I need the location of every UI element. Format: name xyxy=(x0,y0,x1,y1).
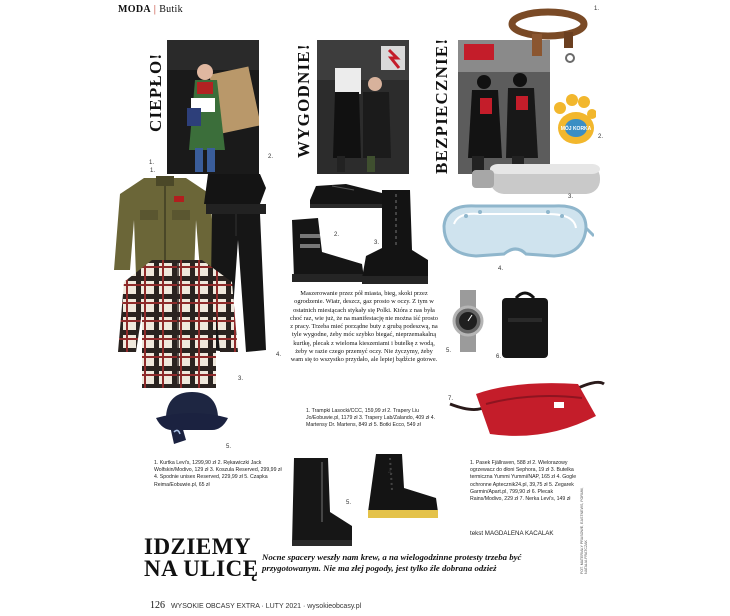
protest-photo-warm xyxy=(167,40,259,174)
article-lead: Nocne spacery weszły nam krew, a na wielogodzinne protesty trzeba być przygotowanym. Nie ma złej pogody, jest tylko źle dobrana odzież xyxy=(262,552,522,573)
navy-hat-image xyxy=(152,386,232,448)
headline-comfy: WYGODNIE! xyxy=(294,43,313,158)
leather-belt-image xyxy=(506,4,590,66)
caption-clothing: 1. Kurtka Levi's, 1299,90 zł 2. Rękawiczki Jack Wolfskin/Modivo, 129 zł 3. Koszula Reserved, 299,99 zł 4. Spodnie unisex Reserved, 229,99 zł 5. Czapka Reima/Eobuwie.pl, 65 zł xyxy=(154,460,282,488)
item-number: 2. xyxy=(598,134,604,140)
headline-safe: BEZPIECZNIE! xyxy=(432,37,451,174)
protest-photo-comfy xyxy=(317,40,409,174)
plaid-shirt-image xyxy=(112,252,242,392)
byline: tekst MAGDALENA KACALAK xyxy=(470,530,554,537)
item-number: 4. xyxy=(388,470,394,476)
subsection-name: Butik xyxy=(159,4,183,15)
item-number: 5. xyxy=(346,500,352,506)
fanny-pack-image xyxy=(446,364,606,446)
title-line-1: IDZIEMY xyxy=(144,534,252,559)
item-number: 7. xyxy=(448,396,454,402)
backpack-image xyxy=(496,288,554,360)
item-number: 3. xyxy=(568,194,574,200)
item-number: 1. xyxy=(594,6,600,12)
item-number: 2. xyxy=(268,154,274,160)
item-number: 1. xyxy=(150,168,156,174)
issue-info: WYSOKIE OBCASY EXTRA · LUTY 2021 · wysokieobcasy.pl xyxy=(170,603,362,610)
item-number: 5. xyxy=(226,444,232,450)
tall-combat-boots-image xyxy=(352,186,432,286)
item-number: 1. xyxy=(149,160,155,166)
item-number: 5. xyxy=(446,348,452,354)
thermal-bottle-image xyxy=(470,160,606,200)
page-footer xyxy=(150,600,361,611)
article-title xyxy=(144,536,259,580)
header-separator: | xyxy=(153,4,157,15)
item-number: 6. xyxy=(496,354,502,360)
title-line-2: NA ULICĘ xyxy=(144,556,259,581)
photo-credit: FOT. MATERIAŁY PRASOWE, EASTNEWS, FORUM, NATALIA FRATCZAK xyxy=(580,487,589,574)
item-number: 2. xyxy=(334,232,340,238)
caption-accessories: 1. Pasek Fjällraven, 588 zł 2. Wielorazowy ogrzewacz do dłoni Sephora, 19 zł 3. Butelka termiczna Yummi Yummi/NAP, 165 zł 4. Gogle ochronne Aptecznik24.pl, 39,75 zł 5. Zegarek Garmin/Apart.pl, 799,90 zł 6. Plecak Rains/Modivo, 229 zł 7. Nerka Levi's, 149 zł xyxy=(470,460,577,503)
section-name: MODA xyxy=(118,4,151,15)
article-body: Maszerowanie przez pół miasta, bieg, skoki przez ogrodzenie. Wiatr, deszcz, gaz prosto w oczy. Z tym w ostatnich miesiącach stykały się Polki. Która z nas była choć raz, wie już, że na manifestację nie można iść prosto z pracy. Trzeba mieć porządne buty z grubą podeszwą, na tyle wygodne, żeby móc szybko biegać, nieprzemakalną kurtkę, plecak z wieloma kieszeniami i butelkę z wodą, żeby w razie czego przemyć oczy. Nie życzymy, żeby wam się to wszystko przydało, ale lepiej bądźcie gotowe. xyxy=(290,290,438,364)
badge-text: MÓJ KORKA xyxy=(560,126,592,132)
hand-warmer-image xyxy=(552,90,596,150)
page-number: 126 xyxy=(150,600,165,611)
item-number: 3. xyxy=(374,240,380,246)
item-number: 3. xyxy=(238,376,244,382)
caption-shoes: 1. Trampki Lasocki/CCC, 159,99 zł 2. Trapery Liu Jo/Eobuwie.pl, 1179 zł 3. Trapery Lab/Zalando, 409 zł 4. Martensy Dr. Martens, 849 zł 5. Botki Ecco, 549 zł xyxy=(306,408,436,429)
martens-boots-image xyxy=(362,448,442,522)
headline-warm: CIEPŁO! xyxy=(146,52,165,132)
item-number: 4. xyxy=(498,266,504,272)
watch-image xyxy=(450,290,486,352)
safety-goggles-image xyxy=(436,196,594,270)
section-header xyxy=(118,4,183,15)
item-number: 4. xyxy=(276,352,282,358)
